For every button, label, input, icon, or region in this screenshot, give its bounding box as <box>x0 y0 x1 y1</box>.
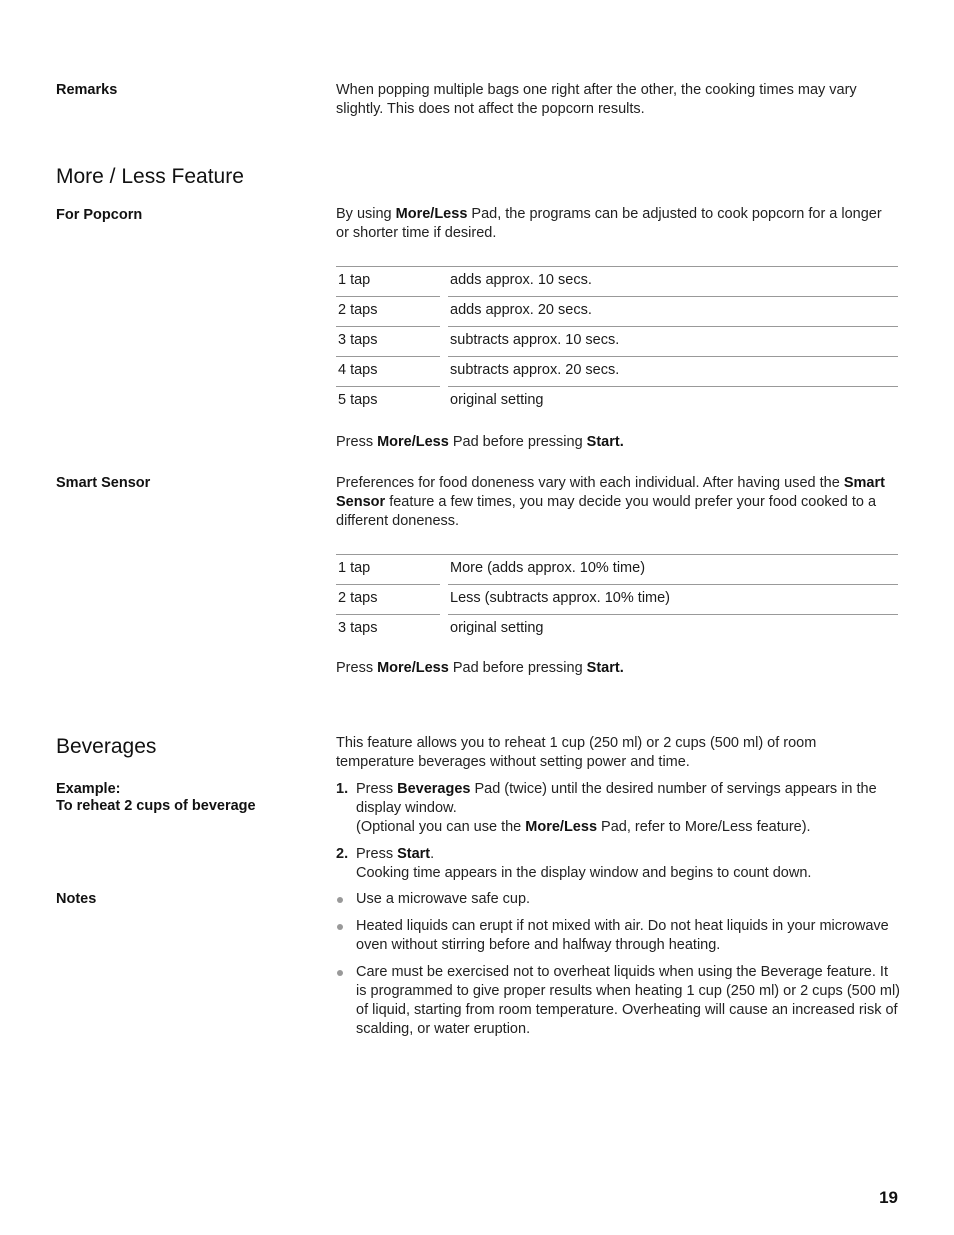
table-row <box>336 357 898 387</box>
step-2-number: 2. <box>336 846 349 862</box>
table-row <box>336 554 898 585</box>
table-row <box>336 266 898 297</box>
step-1-text: Press Beverages Pad (twice) until the desired number of servings appears in the display window. (Optional you can use the More/Less Pad, refer to More/Less feature). <box>356 781 877 835</box>
effect-cell: subtracts approx. 10 secs. <box>450 332 620 348</box>
remarks-text: When popping multiple bags one right after the other, the cooking times may vary slightly. This does not affect the popcorn results. <box>336 82 857 117</box>
note-item: Heated liquids can erupt if not mixed with air. Do not heat liquids in your microwave oven without stirring before and halfway through heating. <box>356 918 889 953</box>
effect-cell: Less (subtracts approx. 10% time) <box>450 590 671 606</box>
notes-label: Notes <box>56 891 97 907</box>
effect-cell: original setting <box>450 620 544 636</box>
effect-cell: adds approx. 10 secs. <box>450 272 592 288</box>
remarks-label: Remarks <box>56 82 118 98</box>
for-popcorn-label: For Popcorn <box>56 207 143 223</box>
taps-cell: 2 taps <box>338 302 378 318</box>
taps-cell: 4 taps <box>338 362 378 378</box>
sensor-intro: Preferences for food doneness vary with each individual. After having used the Smart Sensor feature a few times, you may decide you would prefer your food cooked to a different doneness. <box>336 475 885 529</box>
more-less-heading: More / Less Feature <box>56 165 244 188</box>
smart-sensor-label: Smart Sensor <box>56 475 151 491</box>
table-row <box>336 297 898 327</box>
page-number: 19 <box>879 1188 898 1207</box>
beverages-heading: Beverages <box>56 735 157 758</box>
example-label: Example: <box>56 781 121 797</box>
bullet-icon <box>337 897 343 903</box>
step-2-text: Press Start. Cooking time appears in the display window and begins to count down. <box>356 846 812 881</box>
taps-cell: 1 tap <box>338 560 371 576</box>
table-row <box>336 615 898 645</box>
taps-cell: 5 taps <box>338 392 378 408</box>
taps-cell: 3 taps <box>338 332 378 348</box>
taps-cell: 2 taps <box>338 590 378 606</box>
note-item: Use a microwave safe cup. <box>356 891 531 907</box>
popcorn-press-note: Press More/Less Pad before pressing Start. <box>336 434 624 450</box>
effect-cell: More (adds approx. 10% time) <box>450 560 646 576</box>
sensor-table <box>336 554 898 645</box>
bullet-icon <box>337 970 343 976</box>
table-row <box>336 387 898 417</box>
beverages-intro: This feature allows you to reheat 1 cup (250 ml) or 2 cups (500 ml) of room temperature beverages without setting power and time. <box>336 735 817 770</box>
taps-cell: 3 taps <box>338 620 378 636</box>
effect-cell: adds approx. 20 secs. <box>450 302 592 318</box>
table-row <box>336 585 898 615</box>
sensor-press-note: Press More/Less Pad before pressing Start. <box>336 660 624 676</box>
note-item: Care must be exercised not to overheat liquids when using the Beverage feature. It is programmed to give proper results when heating 1 cup (250 ml) or 2 cups (500 ml) of liquid, starting from room temperature. Overheating will cause an increased risk of scalding, or water eruption. <box>356 964 901 1037</box>
taps-cell: 1 tap <box>338 272 371 288</box>
step-1-number: 1. <box>336 781 349 797</box>
popcorn-table <box>336 266 898 417</box>
bullet-icon <box>337 924 343 930</box>
example-sublabel: To reheat 2 cups of beverage <box>56 798 256 814</box>
table-row <box>336 327 898 357</box>
popcorn-intro: By using More/Less Pad, the programs can be adjusted to cook popcorn for a longer or shorter time if desired. <box>336 206 882 241</box>
effect-cell: subtracts approx. 20 secs. <box>450 362 620 378</box>
effect-cell: original setting <box>450 392 544 408</box>
